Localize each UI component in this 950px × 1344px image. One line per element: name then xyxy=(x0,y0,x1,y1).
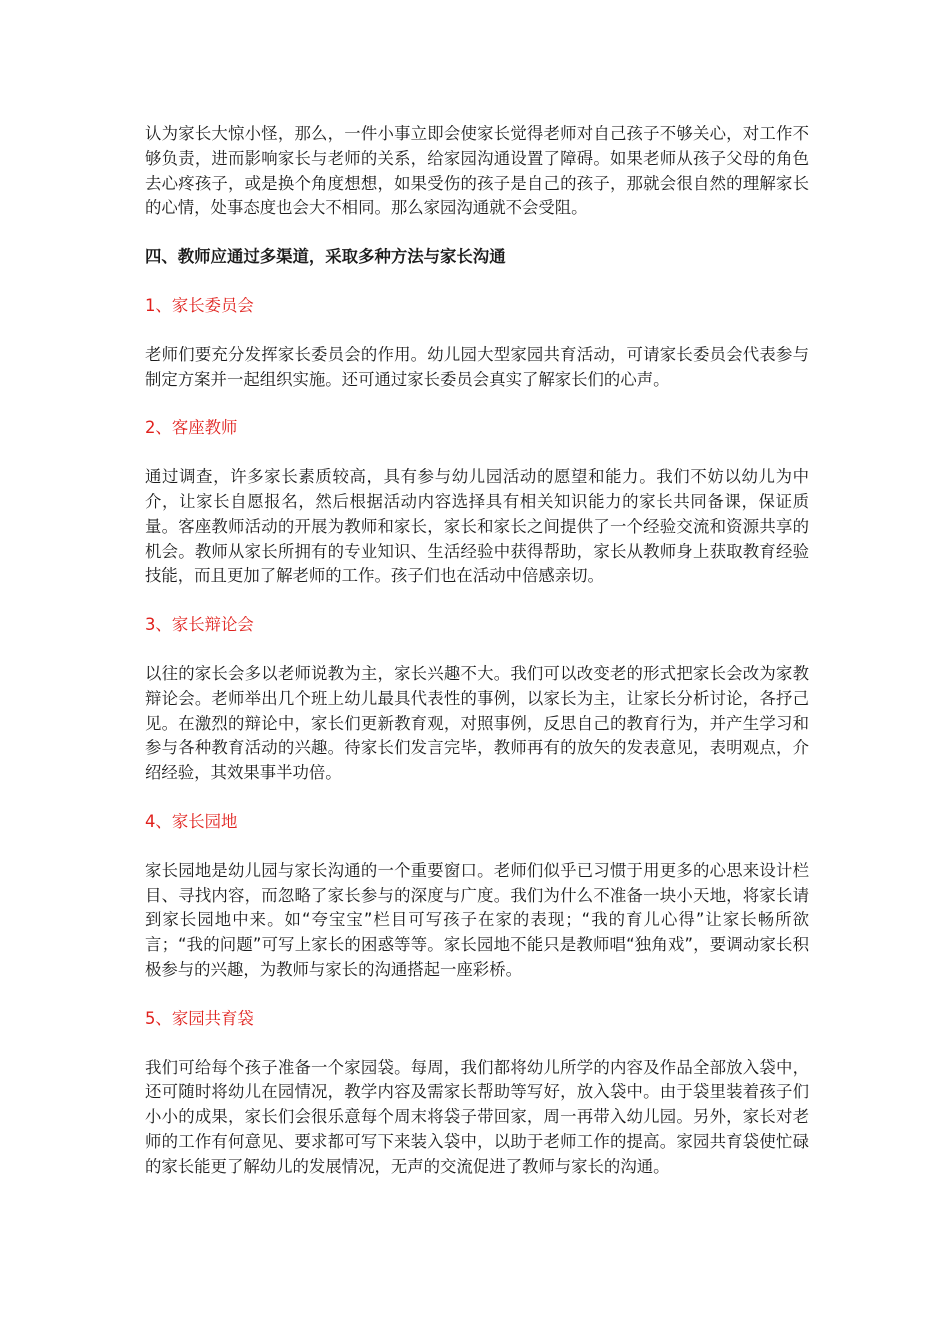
document-page xyxy=(145,122,809,1180)
item-4-heading: 4、家长园地 xyxy=(145,811,238,831)
item-1-heading: 1、家长委员会 xyxy=(145,295,254,315)
item-5-body: 我们可给每个孩子准备一个家园袋。每周，我们都将幼儿所学的内容及作品全部放入袋中，还可随时将幼儿在园情况，教学内容及需家长帮助等写好，放入袋中。由于袋里装着孩子们小小的成果，家长们会很乐意每个周末将袋子带回家，周一再带入幼儿园。另外，家长对老师的工作有何意见、要求都可写下来装入袋中，以助于老师工作的提高。家园共育袋使忙碌的家长能更了解幼儿的发展情况，无声的交流促进了教师与家长的沟通。 xyxy=(145,1057,809,1176)
item-2-body: 通过调查，许多家长素质较高，具有参与幼儿园活动的愿望和能力。我们不妨以幼儿为中介，让家长自愿报名，然后根据活动内容选择具有相关知识能力的家长共同备课，保证质量。客座教师活动的开展为教师和家长，家长和家长之间提供了一个经验交流和资源共享的机会。教师从家长所拥有的专业知识、生活经验中获得帮助，家长从教师身上获取教育经验技能，而且更加了解老师的工作。孩子们也在活动中倍感亲切。 xyxy=(145,467,809,586)
item-3-heading: 3、家长辩论会 xyxy=(145,615,254,635)
item-4-body: 家长园地是幼儿园与家长沟通的一个重要窗口。老师们似乎已习惯于用更多的心思来设计栏目、寻找内容，而忽略了家长参与的深度与广度。我们为什么不准备一块小天地，将家长请到家长园地中来。如“夸宝宝”栏目可写孩子在家的表现；“我的育儿心得”让家长畅所欲言；“我的问题”可写上家长的困惑等等。家长园地不能只是教师唱“独角戏”，要调动家长积极参与的兴趣，为教师与家长的沟通搭起一座彩桥。 xyxy=(145,860,809,979)
item-1-body: 老师们要充分发挥家长委员会的作用。幼儿园大型家园共育活动，可请家长委员会代表参与制定方案并一起组织实施。还可通过家长委员会真实了解家长们的心声。 xyxy=(145,344,809,389)
item-3-body: 以往的家长会多以老师说教为主，家长兴趣不大。我们可以改变老的形式把家长会改为家教辩论会。老师举出几个班上幼儿最具代表性的事例，以家长为主，让家长分析讨论，各抒己见。在激烈的辩论中，家长们更新教育观，对照事例，反思自己的教育行为，并产生学习和参与各种教育活动的兴趣。待家长们发言完毕，教师再有的放矢的发表意见，表明观点，介绍经验，其效果事半功倍。 xyxy=(145,663,809,783)
section-title: 四、教师应通过多渠道，采取多种方法与家长沟通 xyxy=(145,247,506,267)
intro-paragraph: 认为家长大惊小怪，那么，一件小事立即会使家长觉得老师对自己孩子不够关心，对工作不够负责，进而影响家长与老师的关系，给家园沟通设置了障碍。如果老师从孩子父母的角色去心疼孩子，或是换个角度想想，如果受伤的孩子是自己的孩子，那就会很自然的理解家长的心情，处事态度也会大不相同。那么家园沟通就不会受阻。 xyxy=(145,124,809,218)
item-2-heading: 2、客座教师 xyxy=(145,418,238,438)
item-5-heading: 5、家园共育袋 xyxy=(145,1008,254,1028)
